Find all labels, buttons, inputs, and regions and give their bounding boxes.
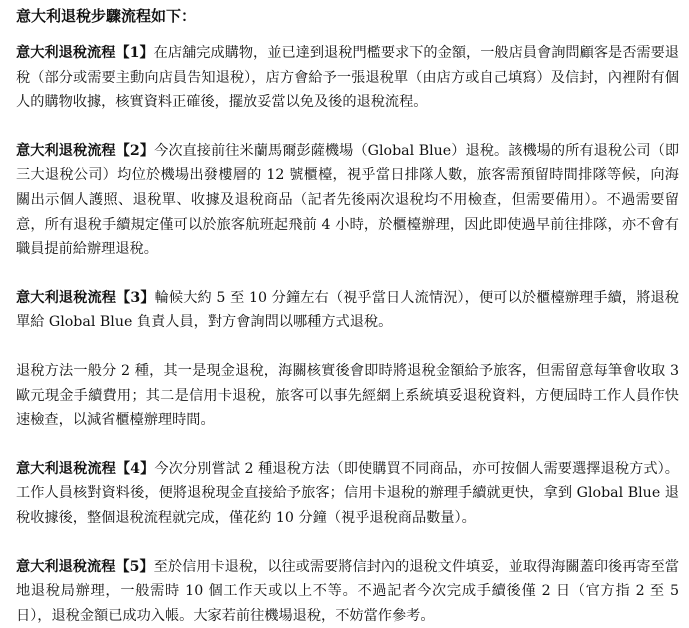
paragraph-step-4 — [16, 457, 679, 531]
paragraph-step-2 — [16, 139, 679, 262]
paragraph-step-3 — [16, 286, 679, 335]
paragraph-step-1 — [16, 41, 679, 115]
paragraph-text: 今次直接前往米蘭馬爾彭薩機場（Global Blue）退稅。該機場的所有退稅公司（即三大退稅公司）均位於機場出發樓層的 12 號櫃檯，視乎當日排隊人數，旅客需預留時間排隊等候，向海關出示個人護照、退稅單、收據及退稅商品（記者先後兩次退稅均不用檢查，但需要備用）。不過需要留意，所有退稅手續規定僅可以於旅客航班起飛前 4 小時，於櫃檯辦理，因此即使過早前往排隊，亦不會有職員提前給辦理退稅。 — [16, 143, 679, 257]
article-title: 意大利退稅步驟流程如下： — [16, 5, 679, 27]
paragraph-text: 退稅方法一般分 2 種，其一是現金退稅，海關核實後會即時將退稅金額給予旅客，但需留意每筆會收取 3 歐元現金手續費用；其二是信用卡退稅，旅客可以事先經網上系統填妥退稅資料，方便屆時工作人員作快速檢查，以減省櫃檯辦理時間。 — [16, 363, 679, 428]
step-heading: 意大利退稅流程【4】 — [16, 461, 154, 477]
paragraph-text: 至於信用卡退稅，以往或需要將信封內的退稅文件填妥，並取得海關蓋印後再寄至當地退稅局辦理，一般需時 10 個工作天或以上不等。不過記者今次完成手續後僅 2 日（官方指 2 至 5 日），退稅金額已成功入帳。大家若前往機場退稅，不妨當作參考。 — [16, 559, 679, 624]
step-heading: 意大利退稅流程【2】 — [16, 143, 154, 159]
step-heading: 意大利退稅流程【3】 — [16, 290, 155, 306]
paragraph-text: 在店舖完成購物，並已達到退稅門檻要求下的金額，一般店員會詢問顧客是否需要退稅（部分或需要主動向店員告知退稅），店方會給予一張退稅單（由店方或自己填寫）及信封，內裡附有個人的購物收據，核實資料正確後，擺放妥當以免及後的退稅流程。 — [16, 45, 679, 110]
paragraph-step-5 — [16, 555, 679, 628]
paragraph-refund-methods — [16, 359, 679, 433]
paragraph-text: 今次分別嘗試 2 種退稅方法（即使購買不同商品，亦可按個人需要選擇退稅方式）。工作人員核對資料後，便將退稅現金直接給予旅客；信用卡退稅的辦理手續就更快，拿到 Global Blue 退稅收據後，整個退稅流程就完成，僅花約 10 分鐘（視乎退稅商品數量）。 — [16, 461, 679, 526]
paragraph-text: 輪候大約 5 至 10 分鐘左右（視乎當日人流情況），便可以於櫃檯辦理手續，將退稅單給 Global Blue 負責人員，對方會詢問以哪種方式退稅。 — [16, 290, 679, 331]
step-heading: 意大利退稅流程【1】 — [16, 45, 154, 61]
step-heading: 意大利退稅流程【5】 — [16, 559, 154, 575]
